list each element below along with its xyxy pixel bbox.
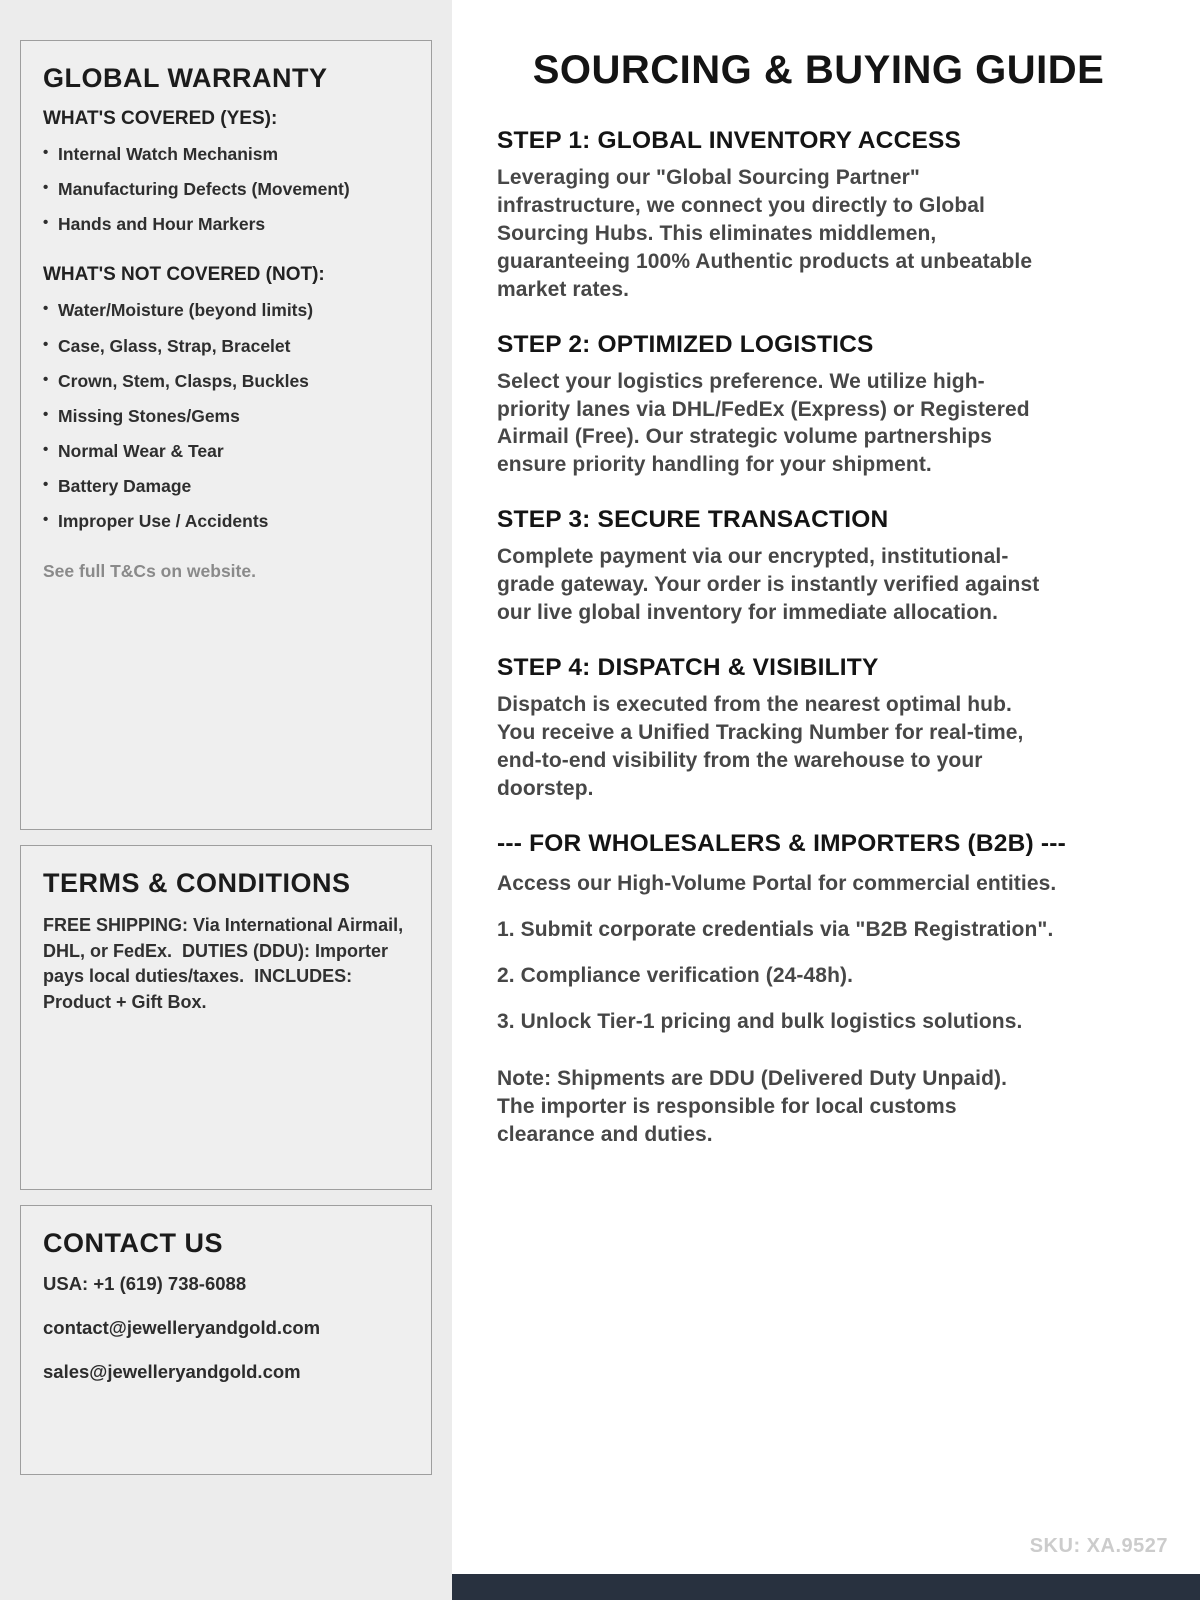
step-2-section	[497, 331, 1140, 480]
sidebar	[0, 0, 452, 1600]
step-3-body: Complete payment via our encrypted, institutional-grade gateway. Your order is instantly verified against our live global inventory for immediate allocation.	[497, 545, 1040, 625]
not-covered-item: • Crown, Stem, Clasps, Buckles	[43, 371, 409, 391]
b2b-step-2: 2. Compliance verification (24-48h).	[497, 963, 854, 987]
b2b-intro: Access our High-Volume Portal for commercial entities.	[497, 871, 1057, 895]
b2b-section	[497, 830, 1140, 1149]
b2b-step-3: 3. Unlock Tier-1 pricing and bulk logistics solutions.	[497, 1009, 1023, 1033]
covered-list	[43, 144, 409, 234]
terms-title: TERMS & CONDITIONS	[43, 868, 351, 898]
step-3-section	[497, 506, 1140, 627]
step-1-section	[497, 127, 1140, 304]
contact-panel	[20, 1205, 432, 1475]
covered-heading: WHAT'S COVERED (YES):	[43, 108, 278, 129]
step-4-heading: STEP 4: DISPATCH & VISIBILITY	[497, 654, 879, 682]
warranty-title: GLOBAL WARRANTY	[43, 63, 328, 93]
step-3-heading: STEP 3: SECURE TRANSACTION	[497, 506, 889, 534]
not-covered-list	[43, 300, 409, 531]
warranty-footnote: See full T&Cs on website.	[43, 561, 256, 582]
covered-item: • Hands and Hour Markers	[43, 214, 409, 234]
covered-item: • Internal Watch Mechanism	[43, 144, 409, 164]
step-2-heading: STEP 2: OPTIMIZED LOGISTICS	[497, 330, 874, 358]
contact-email-sales: sales@jewelleryandgold.com	[43, 1361, 301, 1382]
warranty-panel	[20, 40, 432, 830]
step-4-section	[497, 654, 1140, 803]
not-covered-item: • Battery Damage	[43, 476, 409, 496]
step-2-body: Select your logistics preference. We utilize high-priority lanes via DHL/FedEx (Express) or Registered Airmail (Free). Our strategic volume partnerships ensure priority handling for your shipment.	[497, 369, 1030, 477]
b2b-step-1: 1. Submit corporate credentials via "B2B Registration".	[497, 917, 1054, 941]
not-covered-item: • Missing Stones/Gems	[43, 406, 409, 426]
not-covered-item: • Normal Wear & Tear	[43, 441, 409, 461]
b2b-heading: --- FOR WHOLESALERS & IMPORTERS (B2B) ---	[497, 829, 1066, 857]
covered-item: • Manufacturing Defects (Movement)	[43, 179, 409, 199]
step-4-body: Dispatch is executed from the nearest optimal hub. You receive a Unified Tracking Number for real-time, end-to-end visibility from the warehouse to your doorstep.	[497, 693, 1024, 800]
page-title: SOURCING & BUYING GUIDE	[532, 48, 1105, 92]
terms-panel	[20, 845, 432, 1190]
contact-title: CONTACT US	[43, 1228, 223, 1258]
not-covered-item: • Water/Moisture (beyond limits)	[43, 300, 409, 320]
not-covered-item: • Case, Glass, Strap, Bracelet	[43, 336, 409, 356]
contact-email-primary: contact@jewelleryandgold.com	[43, 1317, 321, 1338]
step-1-heading: STEP 1: GLOBAL INVENTORY ACCESS	[497, 127, 962, 154]
not-covered-heading: WHAT'S NOT COVERED (NOT):	[43, 264, 325, 286]
b2b-note: Note: Shipments are DDU (Delivered Duty Unpaid). The importer is responsible for local customs clearance and duties.	[497, 1067, 1008, 1147]
footer-bar	[452, 1574, 1200, 1600]
contact-phone: USA: +1 (619) 738-6088	[43, 1273, 247, 1294]
main-content	[452, 0, 1200, 1600]
terms-body: FREE SHIPPING: Via International Airmail, DHL, or FedEx. DUTIES (DDU): Importer pays local duties/taxes. INCLUDES: Product + Gift Box.	[43, 915, 409, 1012]
sku-label: SKU: XA.9527	[1029, 1535, 1168, 1557]
step-1-body: Leveraging our "Global Sourcing Partner" infrastructure, we connect you directly to Global Sourcing Hubs. This eliminates middlemen, guaranteeing 100% Authentic products at unbeatable market rates.	[497, 166, 1033, 301]
not-covered-item: • Improper Use / Accidents	[43, 511, 409, 531]
